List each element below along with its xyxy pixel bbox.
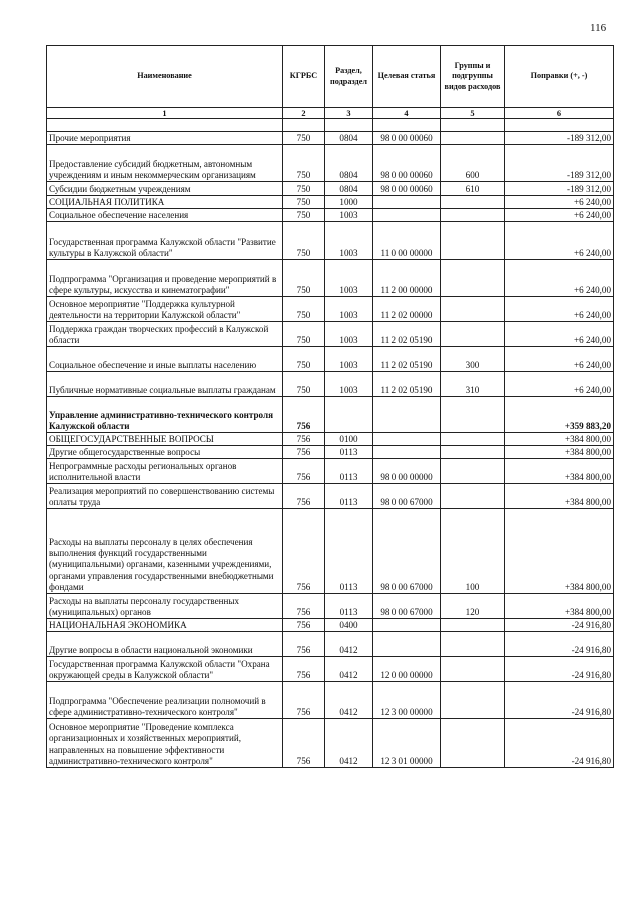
row-target-article: 98 0 00 67000 [373, 594, 441, 619]
row-target-article: 11 2 02 05190 [373, 347, 441, 372]
row-amendment-amount: -24 916,80 [505, 657, 614, 682]
row-kgrbs: 756 [283, 594, 325, 619]
row-section: 1003 [325, 209, 373, 222]
table-row [47, 446, 614, 459]
row-expense-group: 600 [441, 145, 505, 182]
row-target-article [373, 619, 441, 632]
column-number: 6 [505, 108, 614, 119]
row-kgrbs: 750 [283, 372, 325, 397]
row-target-article [373, 433, 441, 446]
row-section: 0804 [325, 182, 373, 196]
row-name: Публичные нормативные социальные выплаты гражданам [47, 372, 283, 397]
row-kgrbs: 750 [283, 145, 325, 182]
row-amendment-amount: -24 916,80 [505, 619, 614, 632]
row-name: Предоставление субсидий бюджетным, автономным учреждениям и иным некоммерческим организациям [47, 145, 283, 182]
row-expense-group [441, 446, 505, 459]
row-section: 0412 [325, 719, 373, 768]
row-amendment-amount: +384 800,00 [505, 459, 614, 484]
row-section: 1003 [325, 322, 373, 347]
row-target-article: 98 0 00 00060 [373, 182, 441, 196]
row-kgrbs: 756 [283, 632, 325, 657]
row-kgrbs: 750 [283, 347, 325, 372]
row-kgrbs: 756 [283, 719, 325, 768]
row-amendment-amount: +384 800,00 [505, 446, 614, 459]
row-section: 0113 [325, 446, 373, 459]
table-row [47, 182, 614, 196]
row-target-article: 12 3 00 00000 [373, 682, 441, 719]
table-row [47, 209, 614, 222]
row-amendment-amount: +6 240,00 [505, 209, 614, 222]
header-name: Наименование [47, 46, 283, 108]
row-amendment-amount: -189 312,00 [505, 182, 614, 196]
row-amendment-amount: +6 240,00 [505, 297, 614, 322]
column-number: 2 [283, 108, 325, 119]
row-kgrbs: 756 [283, 433, 325, 446]
row-expense-group [441, 484, 505, 509]
row-kgrbs: 756 [283, 484, 325, 509]
row-amendment-amount: +384 800,00 [505, 433, 614, 446]
table-row [47, 594, 614, 619]
table-row [47, 509, 614, 594]
row-name: Подпрограмма "Организация и проведение мероприятий в сфере культуры, искусства и кинематографии" [47, 260, 283, 297]
row-name: Расходы на выплаты персоналу государственных (муниципальных) органов [47, 594, 283, 619]
table-row [47, 484, 614, 509]
row-name: НАЦИОНАЛЬНАЯ ЭКОНОМИКА [47, 619, 283, 632]
header-amendments: Поправки (+, -) [505, 46, 614, 108]
row-section: 1003 [325, 222, 373, 260]
row-section: 0804 [325, 132, 373, 145]
header-kgrbs: КГРБС [283, 46, 325, 108]
header-target: Целевая статья [373, 46, 441, 108]
row-target-article: 98 0 00 00060 [373, 145, 441, 182]
row-kgrbs: 756 [283, 446, 325, 459]
row-kgrbs: 756 [283, 397, 325, 433]
table-header-row [47, 46, 614, 108]
row-target-article: 98 0 00 67000 [373, 509, 441, 594]
row-kgrbs: 750 [283, 196, 325, 209]
row-name: Прочие мероприятия [47, 132, 283, 145]
table-row [47, 719, 614, 768]
row-amendment-amount: +384 800,00 [505, 484, 614, 509]
column-number: 5 [441, 108, 505, 119]
row-expense-group: 120 [441, 594, 505, 619]
row-expense-group [441, 682, 505, 719]
row-expense-group [441, 459, 505, 484]
row-target-article: 11 2 02 05190 [373, 372, 441, 397]
row-expense-group: 300 [441, 347, 505, 372]
row-expense-group [441, 322, 505, 347]
row-amendment-amount: +384 800,00 [505, 594, 614, 619]
row-name: Непрограммные расходы региональных органов исполнительной власти [47, 459, 283, 484]
row-expense-group [441, 222, 505, 260]
row-amendment-amount: +359 883,20 [505, 397, 614, 433]
row-section: 0113 [325, 459, 373, 484]
row-expense-group [441, 196, 505, 209]
header-section: Раздел, подраздел [325, 46, 373, 108]
row-kgrbs: 750 [283, 260, 325, 297]
table-row [47, 657, 614, 682]
row-kgrbs: 756 [283, 459, 325, 484]
row-amendment-amount: +6 240,00 [505, 372, 614, 397]
table-row [47, 322, 614, 347]
row-name: Управление административно-технического контроля Калужской области [47, 397, 283, 433]
row-expense-group [441, 433, 505, 446]
row-name: Другие вопросы в области национальной экономики [47, 632, 283, 657]
row-kgrbs: 756 [283, 619, 325, 632]
row-amendment-amount: -24 916,80 [505, 682, 614, 719]
table-row [47, 196, 614, 209]
row-amendment-amount: -189 312,00 [505, 132, 614, 145]
row-kgrbs: 750 [283, 322, 325, 347]
header-groups: Группы и подгруппы видов расходов [441, 46, 505, 108]
row-target-article: 12 0 00 00000 [373, 657, 441, 682]
row-section: 0113 [325, 594, 373, 619]
table-row [47, 222, 614, 260]
row-section: 0804 [325, 145, 373, 182]
row-section [325, 397, 373, 433]
table-row [47, 372, 614, 397]
row-section: 1003 [325, 260, 373, 297]
row-target-article [373, 632, 441, 657]
row-name: Социальное обеспечение населения [47, 209, 283, 222]
row-name: Расходы на выплаты персоналу в целях обеспечения выполнения функций государственными (муниципальными) органами, казенными учреждениями, органами управления государственными внебюджетными фондами [47, 509, 283, 594]
row-section: 0412 [325, 657, 373, 682]
row-expense-group [441, 297, 505, 322]
row-amendment-amount: +384 800,00 [505, 509, 614, 594]
row-target-article: 11 2 02 05190 [373, 322, 441, 347]
row-section: 0412 [325, 682, 373, 719]
column-number-row [47, 108, 614, 119]
row-target-article: 11 0 00 00000 [373, 222, 441, 260]
row-name: Субсидии бюджетным учреждениям [47, 182, 283, 196]
row-expense-group: 310 [441, 372, 505, 397]
row-name: СОЦИАЛЬНАЯ ПОЛИТИКА [47, 196, 283, 209]
row-amendment-amount: +6 240,00 [505, 222, 614, 260]
row-amendment-amount: +6 240,00 [505, 260, 614, 297]
page-number: 116 [590, 22, 607, 34]
column-number: 1 [47, 108, 283, 119]
row-expense-group [441, 657, 505, 682]
row-target-article: 98 0 00 67000 [373, 484, 441, 509]
spacer-row [47, 119, 614, 132]
row-amendment-amount: +6 240,00 [505, 322, 614, 347]
row-target-article: 98 0 00 00060 [373, 132, 441, 145]
row-expense-group [441, 132, 505, 145]
row-section: 1003 [325, 347, 373, 372]
table-row [47, 632, 614, 657]
row-expense-group: 100 [441, 509, 505, 594]
table-row [47, 459, 614, 484]
row-target-article [373, 196, 441, 209]
row-name: ОБЩЕГОСУДАРСТВЕННЫЕ ВОПРОСЫ [47, 433, 283, 446]
row-section: 1000 [325, 196, 373, 209]
row-target-article [373, 397, 441, 433]
row-expense-group [441, 719, 505, 768]
row-section: 0400 [325, 619, 373, 632]
row-target-article: 11 2 02 00000 [373, 297, 441, 322]
row-expense-group [441, 209, 505, 222]
row-kgrbs: 756 [283, 682, 325, 719]
row-target-article [373, 446, 441, 459]
row-section: 1003 [325, 297, 373, 322]
row-expense-group [441, 260, 505, 297]
row-name: Подпрограмма "Обеспечение реализации полномочий в сфере административно-технического контроля" [47, 682, 283, 719]
row-amendment-amount: -24 916,80 [505, 719, 614, 768]
budget-amendments-table [46, 45, 614, 768]
row-kgrbs: 750 [283, 132, 325, 145]
row-name: Основное мероприятие "Поддержка культурной деятельности на территории Калужской области" [47, 297, 283, 322]
row-name: Другие общегосударственные вопросы [47, 446, 283, 459]
column-number: 4 [373, 108, 441, 119]
row-expense-group [441, 397, 505, 433]
row-target-article: 98 0 00 00000 [373, 459, 441, 484]
column-number: 3 [325, 108, 373, 119]
row-kgrbs: 756 [283, 657, 325, 682]
row-section: 1003 [325, 372, 373, 397]
row-section: 0113 [325, 484, 373, 509]
row-kgrbs: 756 [283, 509, 325, 594]
row-target-article: 11 2 00 00000 [373, 260, 441, 297]
row-expense-group [441, 619, 505, 632]
row-name: Реализация мероприятий по совершенствованию системы оплаты труда [47, 484, 283, 509]
row-expense-group [441, 632, 505, 657]
table-row [47, 397, 614, 433]
row-target-article: 12 3 01 00000 [373, 719, 441, 768]
row-kgrbs: 750 [283, 182, 325, 196]
row-section: 0100 [325, 433, 373, 446]
row-amendment-amount: +6 240,00 [505, 196, 614, 209]
row-kgrbs: 750 [283, 297, 325, 322]
table-row [47, 433, 614, 446]
row-kgrbs: 750 [283, 209, 325, 222]
table-row [47, 145, 614, 182]
row-name: Государственная программа Калужской области "Охрана окружающей среды в Калужской области" [47, 657, 283, 682]
row-name: Государственная программа Калужской области "Развитие культуры в Калужской области" [47, 222, 283, 260]
table-row [47, 132, 614, 145]
row-section: 0412 [325, 632, 373, 657]
row-section: 0113 [325, 509, 373, 594]
row-name: Поддержка граждан творческих профессий в Калужской области [47, 322, 283, 347]
table-row [47, 619, 614, 632]
row-name: Социальное обеспечение и иные выплаты населению [47, 347, 283, 372]
row-target-article [373, 209, 441, 222]
row-kgrbs: 750 [283, 222, 325, 260]
row-name: Основное мероприятие "Проведение комплекса организационных и хозяйственных мероприятий, направленных на повышение эффективности административно-технического контроля" [47, 719, 283, 768]
table-row [47, 682, 614, 719]
table-row [47, 297, 614, 322]
table-row [47, 347, 614, 372]
row-expense-group: 610 [441, 182, 505, 196]
table-row [47, 260, 614, 297]
row-amendment-amount: -24 916,80 [505, 632, 614, 657]
row-amendment-amount: +6 240,00 [505, 347, 614, 372]
row-amendment-amount: -189 312,00 [505, 145, 614, 182]
